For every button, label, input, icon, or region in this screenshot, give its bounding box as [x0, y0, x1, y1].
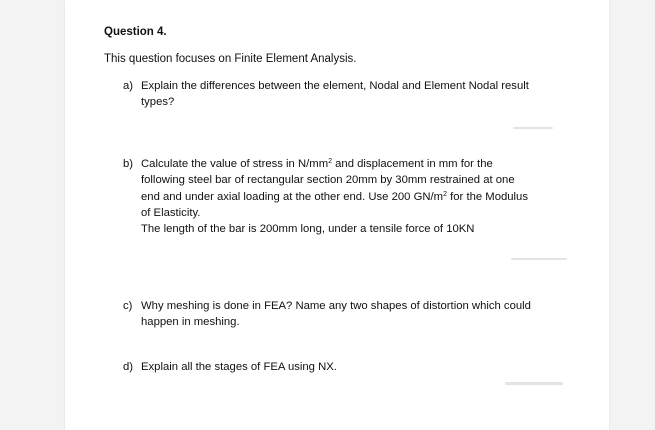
part-d [123, 359, 563, 375]
part-d-line-1: Explain all the stages of FEA using NX. [141, 361, 337, 373]
question-intro: This question focuses on Finite Element Analysis. [104, 53, 357, 65]
part-c [123, 298, 563, 331]
scan-smudge [513, 127, 553, 129]
part-b-line-1-end: and displacement in mm for the [332, 158, 493, 170]
document-page [65, 0, 609, 430]
part-a-line-2: types? [141, 96, 175, 109]
part-b-line-3-start: end and under axial loading at the other end. Use 200 GN/m [141, 190, 444, 203]
part-b-line-3 [141, 189, 563, 205]
part-c-line-2: happen in meshing. [141, 316, 240, 329]
part-c-line-1: Why meshing is done in FEA? Name any two shapes of distortion which could [141, 300, 531, 312]
part-b [123, 156, 563, 237]
part-d-text [141, 359, 563, 375]
part-a-letter: a) [123, 80, 134, 92]
part-c-letter: c) [123, 300, 133, 312]
part-a [123, 78, 563, 111]
part-b-line-1 [141, 156, 563, 172]
part-b-line-3-sup: 2 [443, 190, 447, 198]
part-b-line-5: The length of the bar is 200mm long, under a tensile force of 10KN [141, 223, 475, 236]
question-title: Question 4. [104, 26, 167, 38]
part-b-letter: b) [123, 158, 134, 170]
scan-smudge [511, 258, 567, 260]
part-d-letter: d) [123, 361, 134, 373]
part-c-text [141, 298, 563, 331]
part-b-line-2: following steel bar of rectangular section 20mm by 30mm restrained at one [141, 174, 515, 187]
part-a-line-1: Explain the differences between the element, Nodal and Element Nodal result [141, 80, 529, 92]
part-b-text [141, 156, 563, 237]
part-b-line-1-start: Calculate the value of stress in N/mm [141, 158, 329, 170]
part-b-line-4: of Elasticity. [141, 206, 201, 219]
scan-smudge [505, 382, 563, 385]
part-a-text [141, 78, 563, 111]
part-b-line-3-end: for the Modulus [446, 190, 528, 203]
part-b-line-1-sup: 2 [328, 158, 333, 165]
